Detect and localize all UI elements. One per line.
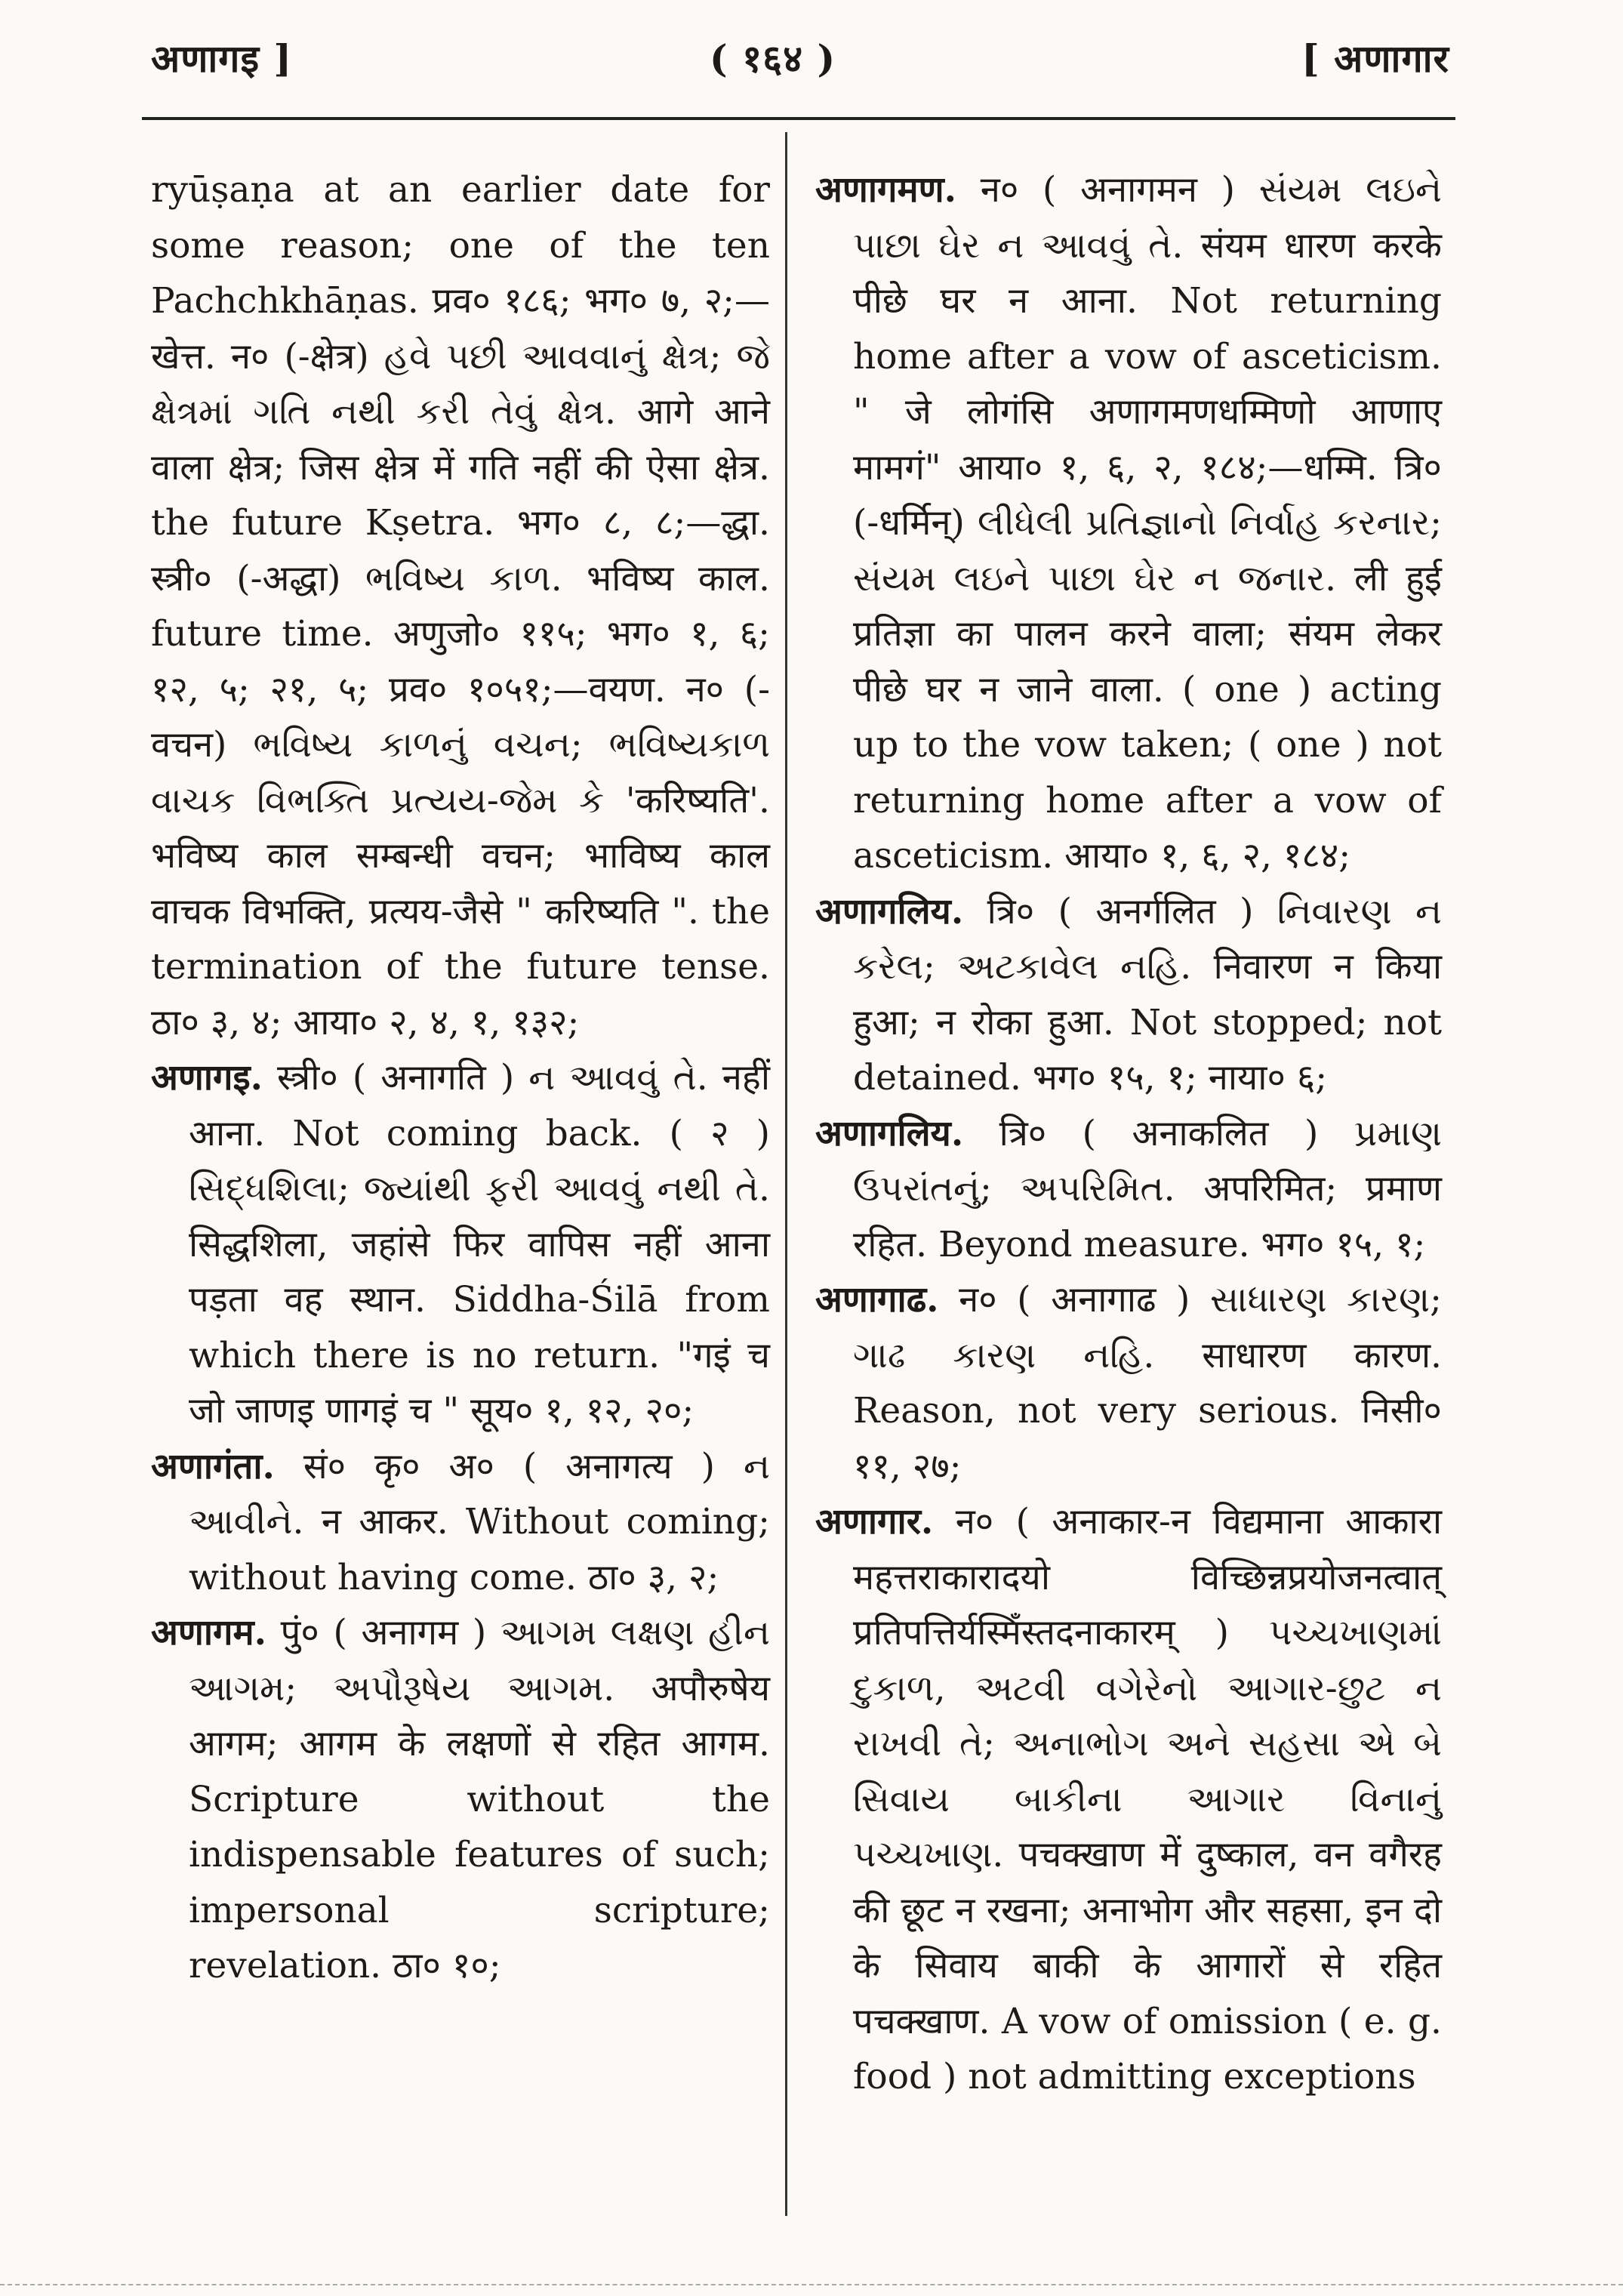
entry-text: स्त्री० ( अनागति ) ન આવવું તે. नहीं आना. Not coming back. ( २ ) સિદ્ધશિલા; જ્યાંથી ફરી આવવું નથી તે. सिद्धशिला, जहांसे फिर वापिस नहीं आना पड़ता वह स्थान. Siddha-Śilā from which there is no return. "गइं च जो जाणइ णागइं च " सूय० १, १२, २०; [189, 1057, 770, 1432]
page-number: ( १६४ ) [710, 36, 836, 81]
entry-text: पुं० ( अनागम ) આગમ લક્ષણ હીન આગમ; અપૌરૂષેય આગમ. अपौरुषेय आगम; आगम के लक्षणों से रहित आगम. Scripture without the indispensable features of such; impersonal scripture; revelation. ठा० १०; [189, 1612, 770, 1986]
entry-headword: अणागाढ. [815, 1279, 939, 1321]
entry-headword: अणागलिय. [815, 890, 964, 932]
entry-headword: अणागंता. [151, 1445, 275, 1487]
entry-headword: अणागार. [815, 1501, 934, 1542]
continued-entry [151, 162, 770, 1050]
entry-headword: अणागमण. [815, 169, 956, 211]
entry-text: न० ( अनाकार-न विद्यमाना आकारा महत्तराकारादयो विच्छिन्नप्रयोजनत्वात् प्रतिपत्तिर्यस्मिँस्तदनाकारम् ) પચ્ચખાણમાં દુકાળ, અટવી વગેરેનો આગાર-છુટ ન રાખવી તે; અનાભોગ અને સહસા એ બે સિવાય બાકીના આગાર વિનાનું પચ્ચખાણ. पचक्खाण में दुष्काल, वन वगैरह की छूट न रखना; अनाभोग और सहसा, इन दो के सिवाय बाकी के आगारों से रहित पचक्खाण. A vow of omission ( e. g. food ) not admitting exceptions [853, 1501, 1442, 2097]
header-right-guide-word: [ अणागार [1301, 36, 1449, 81]
dictionary-entry [151, 1439, 770, 1606]
header-left-guide-word: अणागइ ] [151, 36, 293, 81]
dictionary-entry [151, 1050, 770, 1439]
entry-text: त्रि० ( अनर्गलित ) નિવારણ ન કરેલ; અટકાવેલ નહિ. निवारण न किया हुआ; न रोका हुआ. Not stopped; not detained. भग० १५, १; नाया० ६; [853, 890, 1442, 1099]
entry-headword: अणागइ. [151, 1057, 263, 1099]
dictionary-entry [815, 162, 1442, 884]
entry-text: सं० कृ० अ० ( अनागत्य ) ન આવીને. न आकर. Without coming; without having come. ठा० ३, २; [189, 1445, 770, 1598]
dictionary-entry [815, 884, 1442, 1106]
dictionary-entry [151, 1605, 770, 1994]
left-column [151, 162, 770, 1994]
entry-headword: अणागम. [151, 1612, 266, 1653]
right-column [815, 162, 1442, 2105]
dictionary-entry [815, 1272, 1442, 1494]
column-divider [785, 132, 787, 2216]
entry-text: न० ( अनागाढ ) સાધારણ કારણ; ગાઢ કારણ નહિ. साधारण कारण. Reason, not very serious. निसी० ११, २७; [853, 1279, 1442, 1487]
entry-text: न० ( अनागमन ) સંયમ લઇને પાછા ઘેર ન આવવું તે. संयम धारण करके पीछे घर न आना. Not returning home after a vow of asceticism. " जे लोगंसि अणागमणधम्मिणो आणाए मामगं" आया० १, ६, २, १८४;—धम्मि. त्रि० (-धर्मिन्) લીધેલી પ્રતિજ્ઞાનો નિર્વાહ કરનાર; સંયમ લઇને પાછા ઘેર ન જનાર. ली हुई प्रतिज्ञा का पालन करने वाला; संयम लेकर पीछे घर न जाने वाला. ( one ) acting up to the vow taken; ( one ) not returning home after a vow of asceticism. आया० १, ६, २, १८४; [853, 169, 1442, 877]
dictionary-entry [815, 1106, 1442, 1273]
entry-text: त्रि० ( अनाकलित ) પ્રમાણ ઉપરાંતનું; અપરિમિત. अपरिमित; प्रमाण रहित. Beyond measure. भग० १५, १; [853, 1112, 1442, 1265]
entry-text: ryūṣaṇa at an earlier date for some reason; one of the ten Pachchkhāṇas. प्रव० १८६; भग० ७, २;—खेत्त. न० (-क्षेत्र) હવે પછી આવવાનું ક્ષેત્ર; જે ક્ષેત્રમાં ગતિ નથી કરી તેવું ક્ષેત્ર. आगे आने वाला क्षेत्र; जिस क्षेत्र में गति नहीं की ऐसा क्षेत्र. the future Kṣetra. भग० ८, ८;—द्धा. स्त्री० (-अद्धा) ભવિષ્ય કાળ. भविष्य काल. future time. अणुजो० ११५; भग० १, ६; १२, ५; २१, ५; प्रव० १०५१;—वयण. न० (-वचन) ભવિષ્ય કાળનું વચન; ભવિષ્યકાળ વાચક વિભક્તિ પ્રત્યય-જેમ કે 'करिष्यति'. भविष्य काल सम्बन्धी वचन; भाविष्य काल वाचक विभक्ति, प्रत्यय-जैसे " करिष्यति ". the termination of the future tense. ठा० ३, ४; आया० २, ४, १, १३२; [151, 169, 770, 1043]
entry-headword: अणागलिय. [815, 1112, 964, 1154]
header-rule [142, 117, 1455, 120]
dictionary-entry [815, 1494, 1442, 2105]
page-bottom-edge [0, 2284, 1623, 2285]
